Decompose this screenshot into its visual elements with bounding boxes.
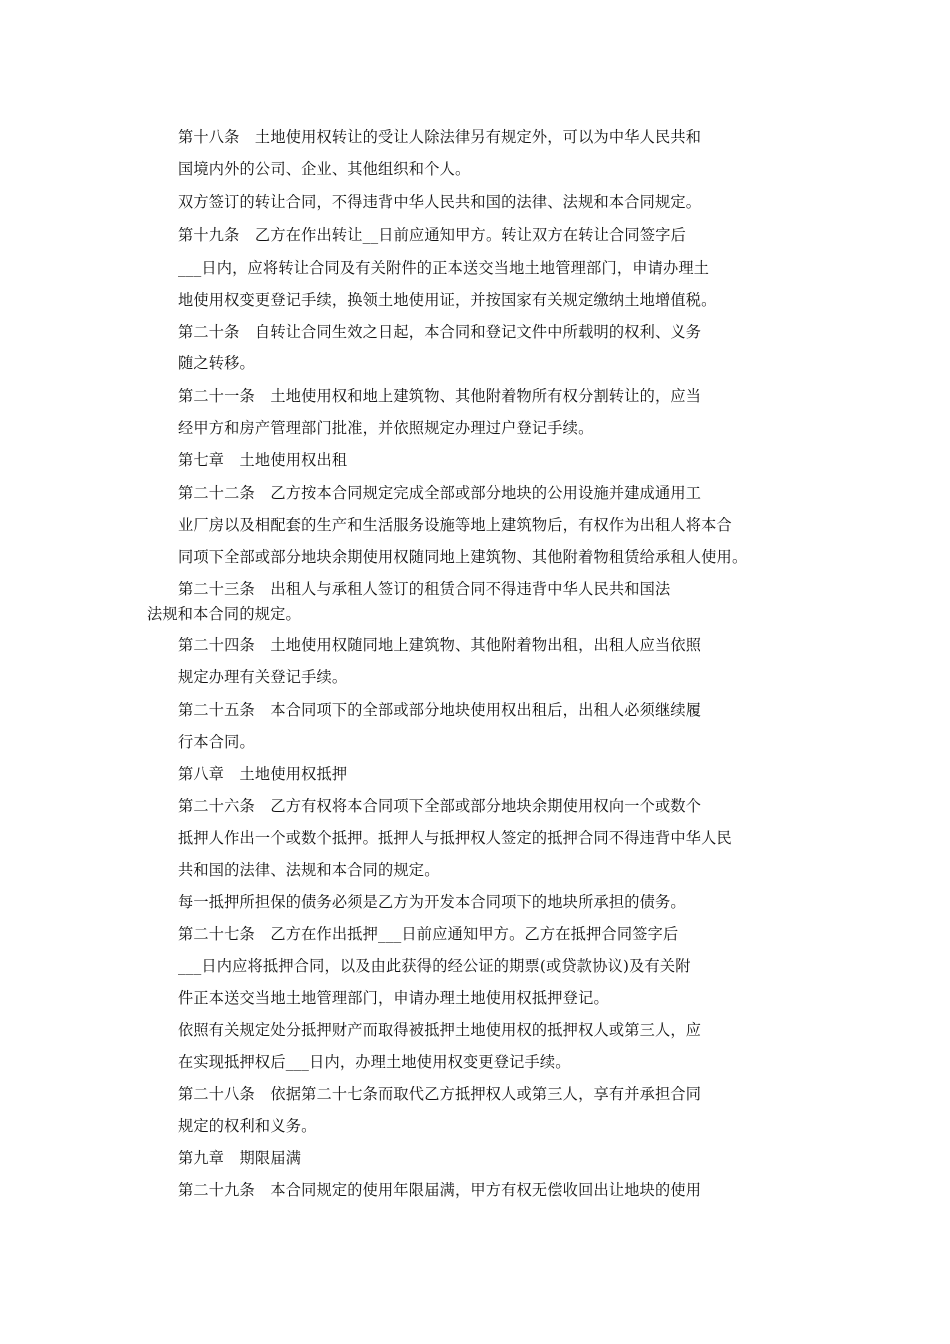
- text-line: 经甲方和房产管理部门批准，并依照规定办理过户登记手续。: [178, 419, 594, 437]
- text-line: 法规和本合同的规定。: [147, 605, 301, 623]
- chapter-heading: 第七章 土地使用权出租: [178, 451, 348, 469]
- text-line: 第二十一条 土地使用权和地上建筑物、其他附着物所有权分割转让的，应当: [178, 387, 702, 405]
- text-line: ___日内，应将转让合同及有关附件的正本送交当地土地管理部门，申请办理土: [178, 259, 710, 277]
- text-line: 地使用权变更登记手续，换领土地使用证，并按国家有关规定缴纳土地增值税。: [178, 291, 717, 309]
- chapter-heading: 第八章 土地使用权抵押: [178, 765, 348, 783]
- text-line: 在实现抵押权后___日内，办理土地使用权变更登记手续。: [178, 1053, 571, 1071]
- text-line: ___日内应将抵押合同，以及由此获得的经公证的期票(或贷款协议)及有关附: [178, 957, 691, 975]
- text-line: 每一抵押所担保的债务必须是乙方为开发本合同项下的地块所承担的债务。: [178, 893, 686, 911]
- text-line: 第十八条 土地使用权转让的受让人除法律另有规定外，可以为中华人民共和: [178, 128, 702, 146]
- text-line: 第二十九条 本合同规定的使用年限届满，甲方有权无偿收回出让地块的使用: [178, 1181, 702, 1199]
- text-line: 件正本送交当地土地管理部门，申请办理土地使用权抵押登记。: [178, 989, 609, 1007]
- text-line: 随之转移。: [178, 354, 255, 372]
- text-line: 国境内外的公司、企业、其他组织和个人。: [178, 160, 471, 178]
- text-line: 依照有关规定处分抵押财产而取得被抵押土地使用权的抵押权人或第三人，应: [178, 1021, 702, 1039]
- text-line: 抵押人作出一个或数个抵押。抵押人与抵押权人签定的抵押合同不得违背中华人民: [178, 829, 732, 847]
- text-line: 第二十八条 依据第二十七条而取代乙方抵押权人或第三人，享有并承担合同: [178, 1085, 702, 1103]
- chapter-heading: 第九章 期限届满: [178, 1149, 302, 1167]
- text-line: 规定的权利和义务。: [178, 1117, 317, 1135]
- text-line: 第二十条 自转让合同生效之日起，本合同和登记文件中所载明的权利、义务: [178, 323, 702, 341]
- text-line: 同项下全部或部分地块余期使用权随同地上建筑物、其他附着物租赁给承租人使用。: [178, 548, 748, 566]
- text-line: 规定办理有关登记手续。: [178, 668, 348, 686]
- text-line: 双方签订的转让合同，不得违背中华人民共和国的法律、法规和本合同规定。: [178, 193, 702, 211]
- text-line: 业厂房以及相配套的生产和生活服务设施等地上建筑物后，有权作为出租人将本合: [178, 516, 732, 534]
- text-line: 第二十二条 乙方按本合同规定完成全部或部分地块的公用设施并建成通用工: [178, 484, 702, 502]
- text-line: 第二十四条 土地使用权随同地上建筑物、其他附着物出租，出租人应当依照: [178, 636, 702, 654]
- text-line: 第二十七条 乙方在作出抵押___日前应通知甲方。乙方在抵押合同签字后: [178, 925, 679, 943]
- text-line: 第二十六条 乙方有权将本合同项下全部或部分地块余期使用权向一个或数个: [178, 797, 702, 815]
- text-line: 行本合同。: [178, 733, 255, 751]
- text-line: 共和国的法律、法规和本合同的规定。: [178, 861, 440, 879]
- text-line: 第二十五条 本合同项下的全部或部分地块使用权出租后，出租人必须继续履: [178, 701, 702, 719]
- text-line: 第二十三条 出租人与承租人签订的租赁合同不得违背中华人民共和国法: [178, 580, 671, 598]
- text-line: 第十九条 乙方在作出转让__日前应通知甲方。转让双方在转让合同签字后: [178, 226, 686, 244]
